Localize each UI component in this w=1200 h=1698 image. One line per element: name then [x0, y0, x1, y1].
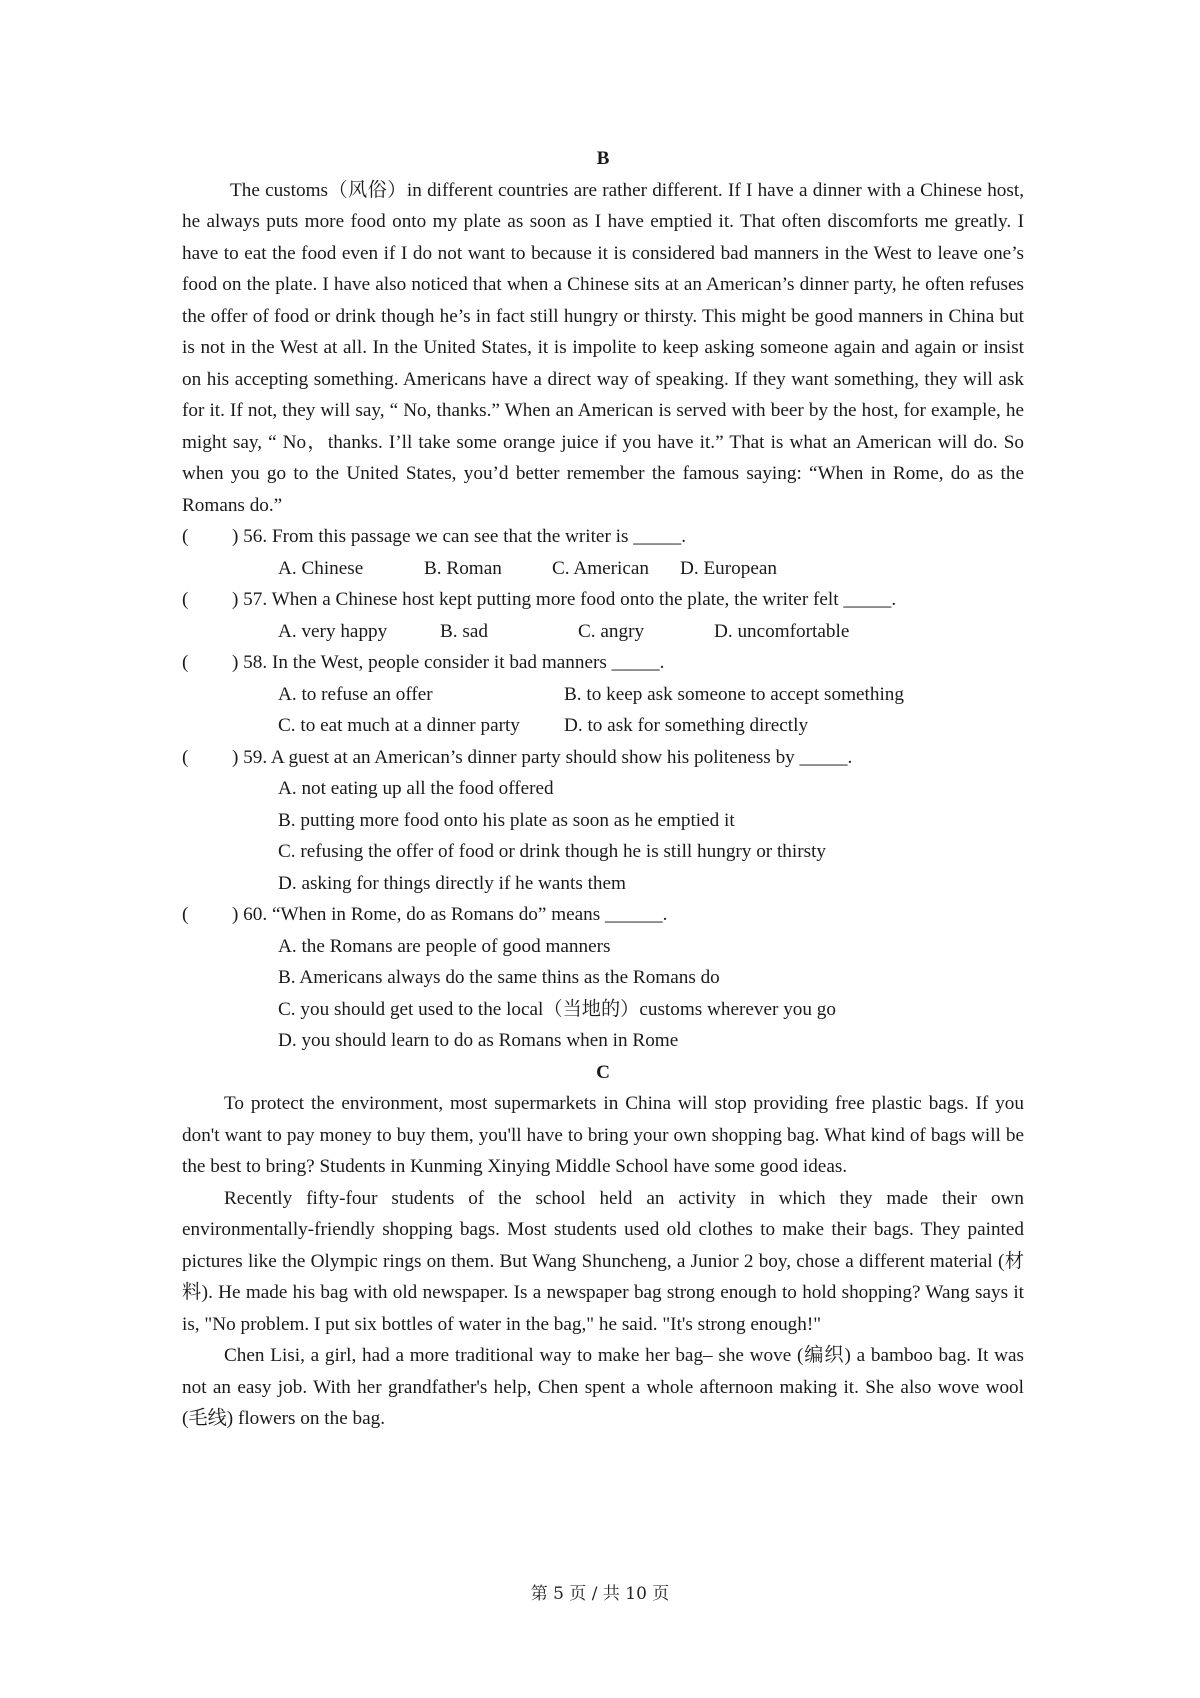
- option-c: C. refusing the offer of food or drink though he is still hungry or thirsty: [278, 841, 827, 862]
- option-b: B. sad: [440, 620, 488, 642]
- option-d: D. you should learn to do as Romans when in Rome: [278, 1030, 679, 1051]
- question-58: [182, 647, 1024, 679]
- option-b: B. to keep ask someone to accept something: [564, 683, 904, 705]
- option-a: A. to refuse an offer: [278, 683, 433, 705]
- question-59: [182, 742, 1024, 774]
- question-text: ) 59. A guest at an American’s dinner party should show his politeness by _____.: [232, 746, 853, 768]
- section-c-paragraph: To protect the environment, most supermarkets in China will stop providing free plastic bags. If you don't want to pay money to buy them, you'll have to bring your own shopping bag. What kind of bags will be the best to bring? Students in Kunming Xinying Middle School have some good ideas.: [182, 1093, 1024, 1177]
- question-57: [182, 584, 1024, 616]
- option-d: D. asking for things directly if he wants them: [278, 872, 626, 894]
- question-57-options: [182, 616, 1024, 648]
- option-c: C. angry: [578, 620, 645, 642]
- question-text: ) 57. When a Chinese host kept putting more food onto the plate, the writer felt _____.: [232, 589, 897, 610]
- answer-paren: (: [182, 904, 189, 925]
- section-c-paragraph: Recently fifty-four students of the school held an activity in which they made their own environmentally-friendly shopping bags. Most students used old clothes to make their bags. They painted pictures like the Olympic rings on them. But Wang Shuncheng, a Junior 2 boy, chose a different material (材料). He made his bag with old newspaper. Is a newspaper bag strong enough to hold shopping? Wang says it is, "No problem. I put six bottles of water in the bag," he said. "It's strong enough!": [182, 1187, 1024, 1335]
- page-number-footer: 第 5 页 / 共 10 页: [530, 1584, 670, 1604]
- option-c: C. you should get used to the local（当地的）customs wherever you go: [278, 998, 836, 1020]
- exam-page: [182, 143, 1024, 1435]
- question-58-options-row1: [182, 679, 1024, 711]
- question-60: [182, 899, 1024, 931]
- question-56-options: [182, 553, 1024, 585]
- question-text: ) 60. “When in Rome, do as Romans do” means ______.: [232, 904, 668, 925]
- section-b-passage: The customs（风俗）in different countries are rather different. If I have a dinner with a Chinese host, he always puts more food onto my plate as soon as I have emptied it. That often discomforts me greatly. I have to eat the food even if I do not want to because it is considered bad manners in the West to leave one’s food on the plate. I have also noticed that when a Chinese sits at an American’s dinner party, he often refuses the offer of food or drink though he’s in fact still hungry or thirsty. This might be good manners in China but is not in the West at all. In the United States, it is impolite to keep asking someone again and again or insist on his accepting something. Americans have a direct way of speaking. If they want something, they will ask for it. If not, they will say, “ No, thanks.” When an American is served with beer by the host, for example, he might say, “ No，thanks. I’ll take some orange juice if you have it.” That is what an American will do. So when you go to the United States, you’d better remember the famous saying: “When in Rome, do as the Romans do.”: [182, 179, 1024, 516]
- option-a: A. very happy: [278, 620, 388, 642]
- question-text: ) 56. From this passage we can see that the writer is _____.: [232, 526, 686, 547]
- section-b-heading: B: [596, 148, 610, 169]
- answer-paren: (: [182, 589, 189, 610]
- option-a: A. the Romans are people of good manners: [278, 935, 611, 957]
- option-d: D. European: [680, 557, 777, 579]
- question-58-options-row2: [182, 710, 1024, 742]
- option-d: D. uncomfortable: [714, 620, 850, 642]
- section-c-heading: C: [596, 1061, 610, 1083]
- option-a: A. Chinese: [278, 557, 364, 579]
- section-c-paragraph: Chen Lisi, a girl, had a more traditional way to make her bag– she wove (编织) a bamboo bag. It was not an easy job. With her grandfather's help, Chen spent a whole afternoon making it. She also wove wool (毛线) flowers on the bag.: [182, 1345, 1024, 1429]
- answer-paren: (: [182, 526, 189, 547]
- answer-paren: (: [182, 746, 189, 768]
- option-b: B. putting more food onto his plate as soon as he emptied it: [278, 809, 735, 831]
- question-text: ) 58. In the West, people consider it bad manners _____.: [232, 652, 665, 673]
- answer-paren: (: [182, 652, 189, 673]
- question-56: [182, 521, 1024, 553]
- option-a: A. not eating up all the food offered: [278, 778, 554, 799]
- option-c: C. American: [552, 557, 649, 579]
- option-c: C. to eat much at a dinner party: [278, 715, 520, 736]
- option-b: B. Roman: [424, 557, 502, 579]
- option-d: D. to ask for something directly: [564, 715, 809, 736]
- option-b: B. Americans always do the same thins as the Romans do: [278, 967, 720, 988]
